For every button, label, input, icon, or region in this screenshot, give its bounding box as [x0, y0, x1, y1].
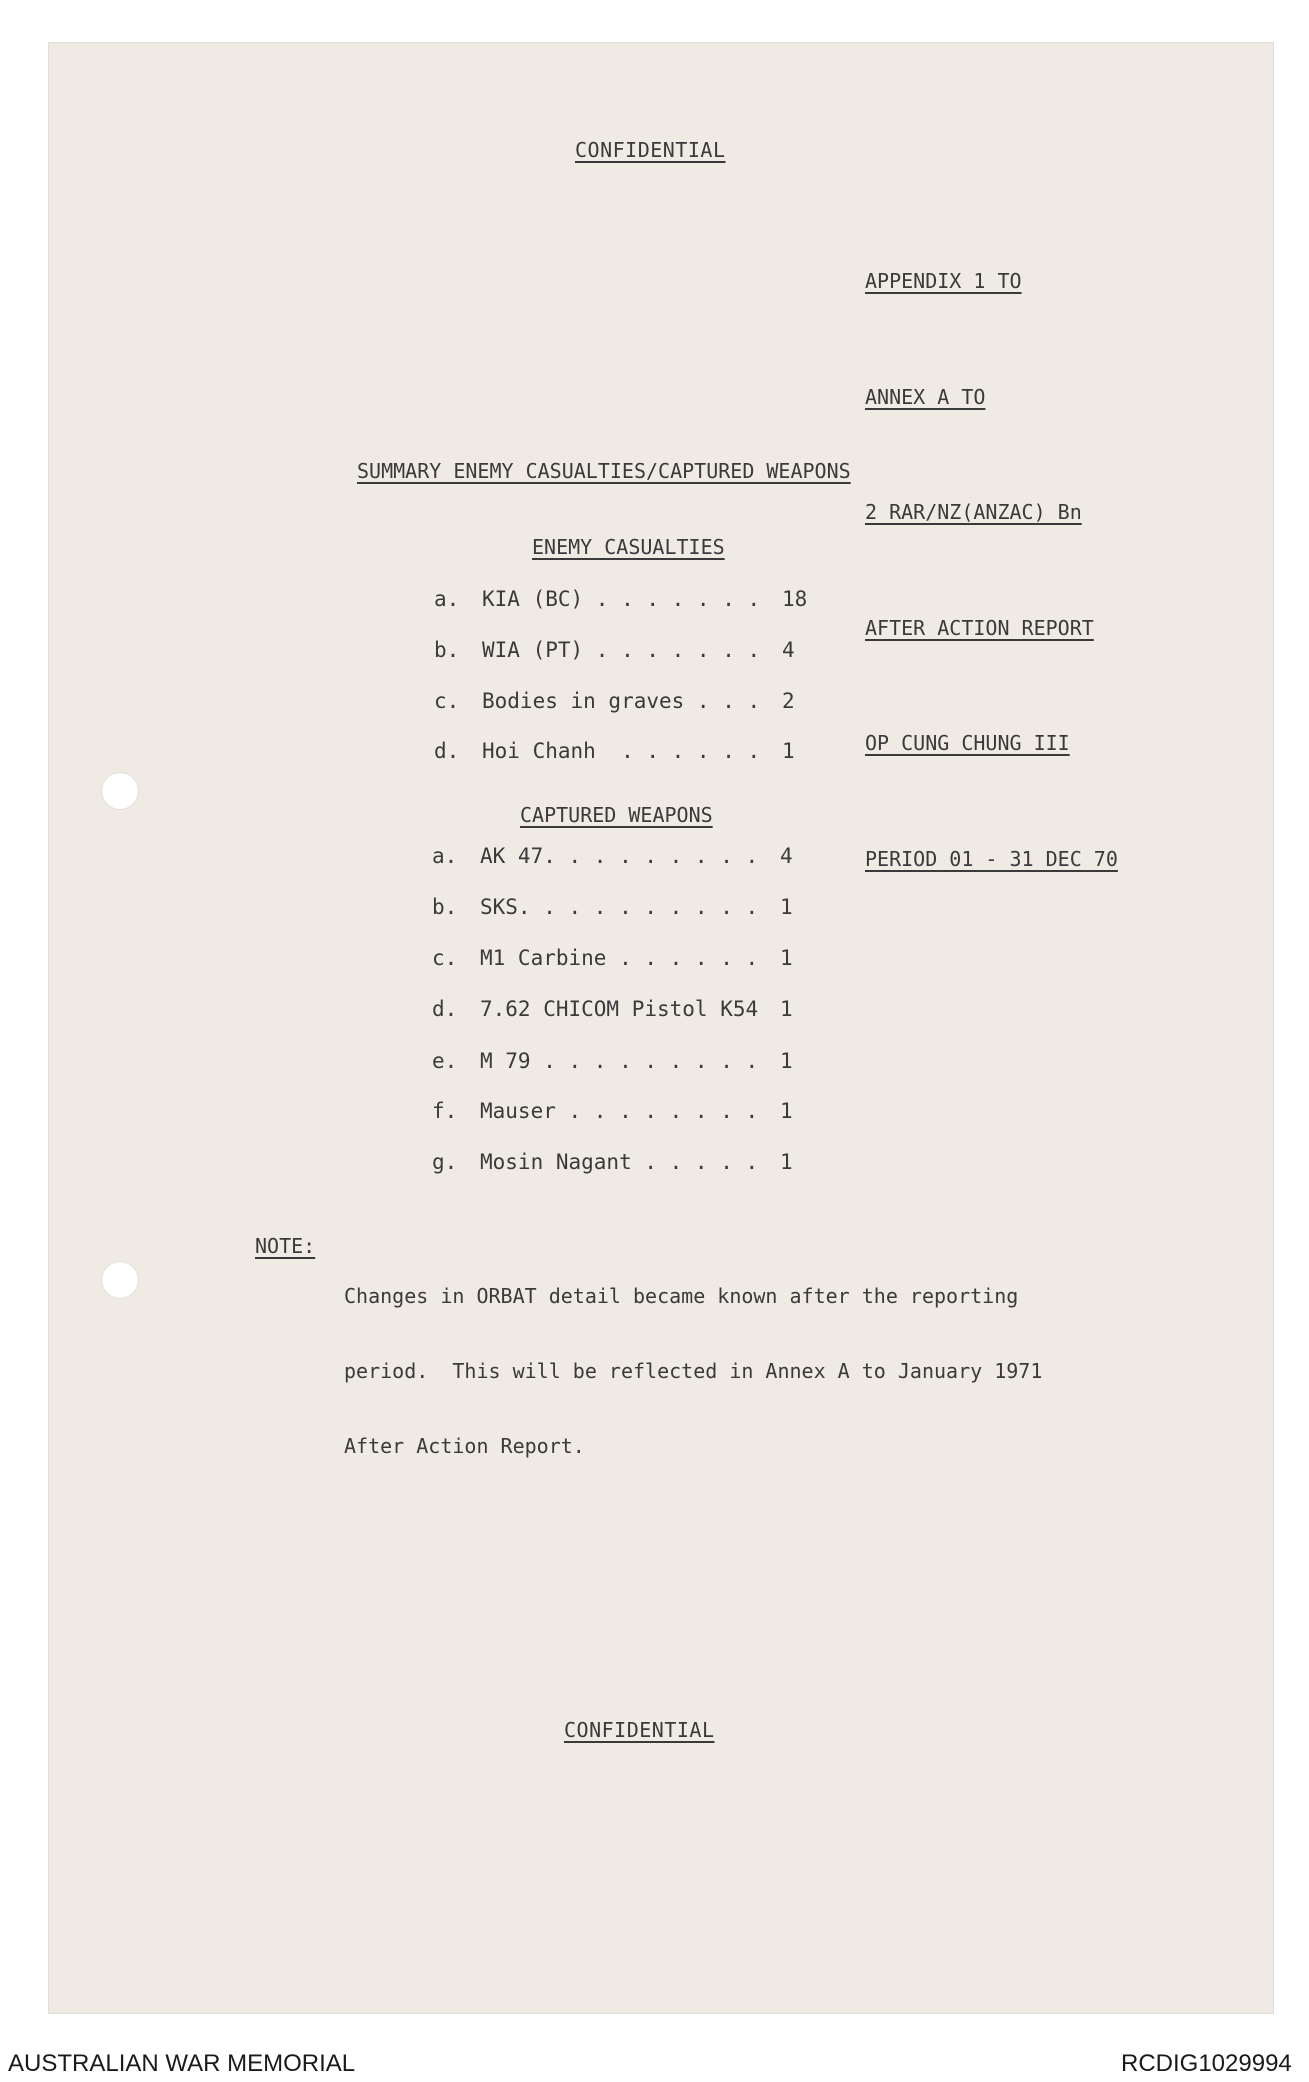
appendix-line: PERIOD 01 - 31 DEC 70 — [865, 846, 1118, 871]
row-label: M 79 . . . . . . . . . — [480, 1049, 759, 1073]
row-value: 1 — [780, 895, 793, 919]
row-letter: f. — [432, 1099, 458, 1123]
row-letter: a. — [434, 587, 460, 611]
row-letter: d. — [434, 739, 460, 763]
footer-classification: CONFIDENTIAL — [564, 1718, 715, 1742]
row-value: 4 — [780, 844, 793, 868]
row-value: 1 — [780, 1150, 793, 1174]
captured-weapons-title: CAPTURED WEAPONS — [520, 803, 713, 827]
row-letter: g. — [432, 1150, 458, 1174]
enemy-casualties-title: ENEMY CASUALTIES — [532, 535, 725, 559]
row-value: 1 — [782, 739, 795, 763]
row-value: 2 — [782, 689, 795, 713]
row-letter: c. — [434, 689, 460, 713]
casualty-row — [434, 689, 834, 719]
row-value: 4 — [782, 638, 795, 662]
appendix-reference-block — [865, 185, 1118, 917]
row-letter: b. — [434, 638, 460, 662]
note-line: After Action Report. — [344, 1434, 585, 1458]
row-value: 1 — [780, 1099, 793, 1123]
appendix-line: 2 RAR/NZ(ANZAC) Bn — [865, 500, 1082, 524]
weapon-row — [432, 895, 832, 925]
row-label: Mosin Nagant . . . . . — [480, 1150, 759, 1174]
row-label: Bodies in graves . . . — [482, 689, 761, 713]
punch-hole-upper — [101, 772, 139, 810]
row-letter: a. — [432, 844, 458, 868]
weapon-row — [432, 1099, 832, 1129]
weapon-row — [432, 1049, 832, 1079]
row-letter: e. — [432, 1049, 458, 1073]
header-classification: CONFIDENTIAL — [575, 138, 726, 162]
archive-source-label: AUSTRALIAN WAR MEMORIAL — [8, 2050, 356, 2077]
weapon-row — [432, 997, 832, 1027]
row-value: 18 — [782, 587, 808, 611]
casualty-row — [434, 587, 834, 617]
archive-id-label: RCDIG1029994 — [1121, 2050, 1292, 2077]
row-letter: b. — [432, 895, 458, 919]
appendix-line: AFTER ACTION REPORT — [865, 615, 1094, 640]
summary-title: SUMMARY ENEMY CASUALTIES/CAPTURED WEAPONS — [357, 459, 851, 483]
row-value: 1 — [780, 1049, 793, 1073]
appendix-line: APPENDIX 1 TO — [865, 269, 1022, 293]
row-label: Hoi Chanh . . . . . . — [482, 739, 761, 763]
row-label: SKS. . . . . . . . . . — [480, 895, 759, 919]
row-value: 1 — [780, 997, 793, 1021]
row-letter: c. — [432, 946, 458, 970]
row-label: Mauser . . . . . . . . — [480, 1099, 759, 1123]
appendix-line: OP CUNG CHUNG III — [865, 731, 1070, 755]
row-label: M1 Carbine . . . . . . — [480, 946, 759, 970]
row-label: 7.62 CHICOM Pistol K54 — [480, 997, 759, 1021]
note-line: Changes in ORBAT detail became known after the reporting — [344, 1284, 1019, 1308]
row-label: AK 47. . . . . . . . . — [480, 844, 759, 868]
note-text — [344, 1234, 1042, 1484]
appendix-line: ANNEX A TO — [865, 384, 986, 409]
note-line: period. This will be reflected in Annex A to January 1971 — [344, 1359, 1043, 1383]
row-label: WIA (PT) . . . . . . . — [482, 638, 761, 662]
casualty-row — [434, 739, 834, 769]
row-letter: d. — [432, 997, 458, 1021]
row-label: KIA (BC) . . . . . . . — [482, 587, 761, 611]
punch-hole-lower — [101, 1261, 139, 1299]
weapon-row — [432, 946, 832, 976]
weapon-row — [432, 1150, 832, 1180]
row-value: 1 — [780, 946, 793, 970]
weapon-row — [432, 844, 832, 874]
casualty-row — [434, 638, 834, 668]
note-label: NOTE: — [255, 1234, 316, 1258]
